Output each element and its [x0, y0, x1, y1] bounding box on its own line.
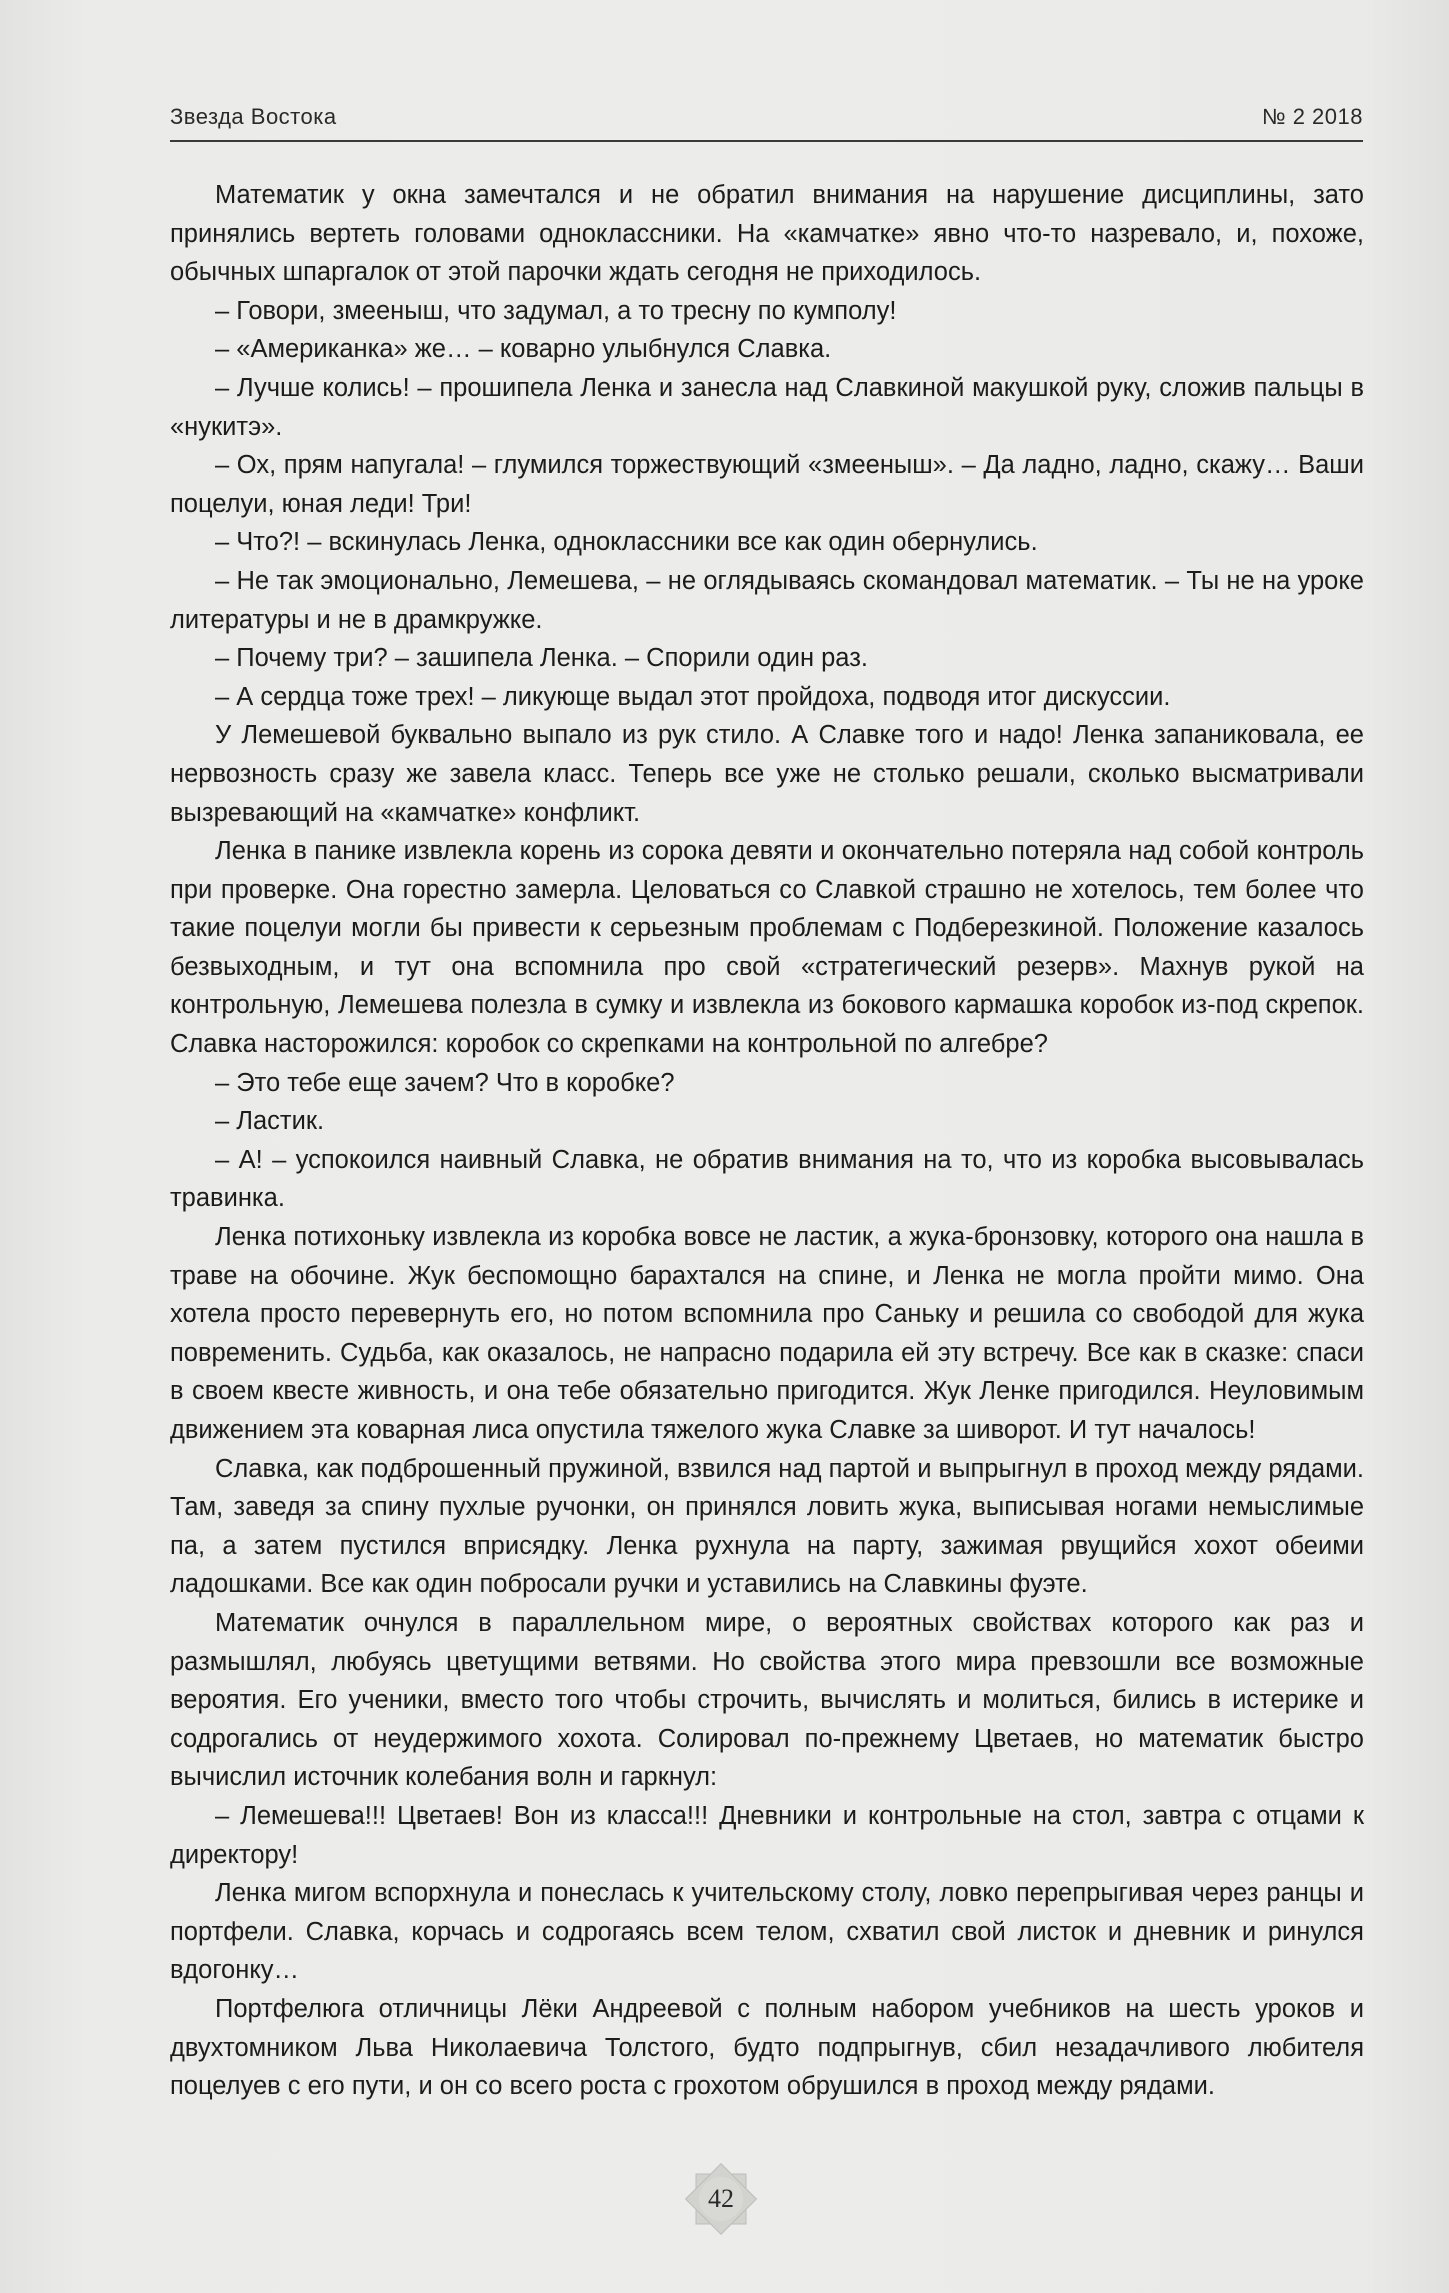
running-header — [170, 100, 1363, 142]
article-body — [170, 176, 1364, 2106]
paragraph: – Что?! – вскинулась Ленка, одноклассники все как один обернулись. — [215, 528, 1038, 557]
paragraph: У Лемешевой буквально выпало из рук стило. А Славке того и надо! Ленка запаниковала, ее нервозность сразу же завела класс. Теперь все уже не столько решали, сколько высматривали вызревающий на «камчатке» конфликт. — [170, 721, 1364, 827]
paragraph: Математик очнулся в параллельном мире, о вероятных свойствах которого как раз и размышлял, любуясь цветущими ветвями. Но свойства этого мира превзошли все возможные вероятия. Его ученики, вместо того чтобы строчить, вычислять и молиться, бились в истерике и содрогались от неудержимого хохота. Солировал по-прежнему Цветаев, но математик быстро вычислил источник колебания волн и гаркнул: — [170, 1608, 1364, 1792]
issue-number: № 2 2018 — [1261, 104, 1363, 129]
paragraph: – Ох, прям напугала! – глумился торжествующий «змееныш». – Да ладно, ладно, скажу… Ваши поцелуи, юная леди! Три! — [170, 451, 1364, 518]
journal-title: Звезда Востока — [170, 104, 337, 129]
paragraph: – «Американка» же… – коварно улыбнулся Славка. — [215, 335, 832, 364]
paragraph: – Лучше колись! – прошипела Ленка и занесла над Славкиной макушкой руку, сложив пальцы в «нукитэ». — [170, 373, 1364, 441]
paragraph: – Это тебе еще зачем? Что в коробке? — [215, 1068, 675, 1097]
paragraph: – Говори, змееныш, что задумал, а то тресну по кумполу! — [215, 296, 897, 325]
paragraph: Ленка потихоньку извлекла из коробка вовсе не ластик, а жука-бронзовку, которого она нашла в траве на обочине. Жук беспомощно барахтался на спине, и Ленка не могла пройти мимо. Она хотела просто перевернуть его, но потом вспомнила про Саньку и решила со свободой для жука повременить. Судьба, как оказалось, не напрасно подарила ей эту встречу. Все как в сказке: спаси в своем квесте живность, и она тебе обязательно пригодится. Жук Ленке пригодился. Неуловимым движением эта коварная лиса опустила тяжелого жука Славке за шиворот. И тут началось! — [170, 1223, 1364, 1444]
paragraph: Ленка мигом вспорхнула и понеслась к учительскому столу, ловко перепрыгивая через ранцы и портфели. Славка, корчась и содрогаясь всем телом, схватил свой листок и дневник и ринулся вдогонку… — [170, 1879, 1364, 1985]
paragraph: Математик у окна замечтался и не обратил внимания на нарушение дисциплины, зато принялись вертеть головами одноклассники. На «камчатке» явно что-то назревало, и, похоже, обычных шпаргалок от этой парочки ждать сегодня не приходилось. — [170, 181, 1364, 287]
paragraph: – Почему три? – зашипела Ленка. – Спорили один раз. — [215, 644, 868, 673]
paragraph: – Ластик. — [215, 1107, 325, 1136]
page-number-badge — [682, 2160, 760, 2238]
paragraph: – Не так эмоционально, Лемешева, – не оглядываясь скомандовал математик. – Ты не на уроке литературы и не в драмкружке. — [170, 566, 1364, 634]
paragraph: Славка, как подброшенный пружиной, взвился над партой и выпрыгнул в проход между рядами. Там, заведя за спину пухлые ручонки, он принялся ловить жука, выписывая ногами немыслимые па, а затем пустился вприсядку. Ленка рухнула на парту, зажимая рвущийся хохот обеими ладошками. Все как один побросали ручки и уставились на Славкины фуэте. — [170, 1454, 1364, 1599]
paragraph: – А сердца тоже трех! – ликующе выдал этот пройдоха, подводя итог дискуссии. — [215, 682, 1171, 711]
paragraph: – Лемешева!!! Цветаев! Вон из класса!!! Дневники и контрольные на стол, завтра с отцами к директору! — [170, 1801, 1364, 1869]
page-number: 42 — [708, 2184, 734, 2213]
paragraph: Ленка в панике извлекла корень из сорока девяти и окончательно потеряла над собой контроль при проверке. Она горестно замерла. Целоваться со Славкой страшно не хотелось, тем более что такие поцелуи могли бы привести к серьезным проблемам с Подберезкиной. Положение казалось безвыходным, и тут она вспомнила про свой «стратегический резерв». Махнув рукой на контрольную, Лемешева полезла в сумку и извлекла из бокового кармашка коробок из-под скрепок. Славка насторожился: коробок со скрепками на контрольной по алгебре? — [170, 837, 1364, 1059]
paragraph: – А! – успокоился наивный Славка, не обратив внимания на то, что из коробка высовывалась травинка. — [170, 1145, 1364, 1213]
paragraph: Портфелюга отличницы Лёки Андреевой с полным набором учебников на шесть уроков и двухтомником Льва Николаевича Толстого, будто подпрыгнув, сбил незадачливого любителя поцелуев с его пути, и он со всего роста с грохотом обрушился в проход между рядами. — [170, 1994, 1364, 2101]
